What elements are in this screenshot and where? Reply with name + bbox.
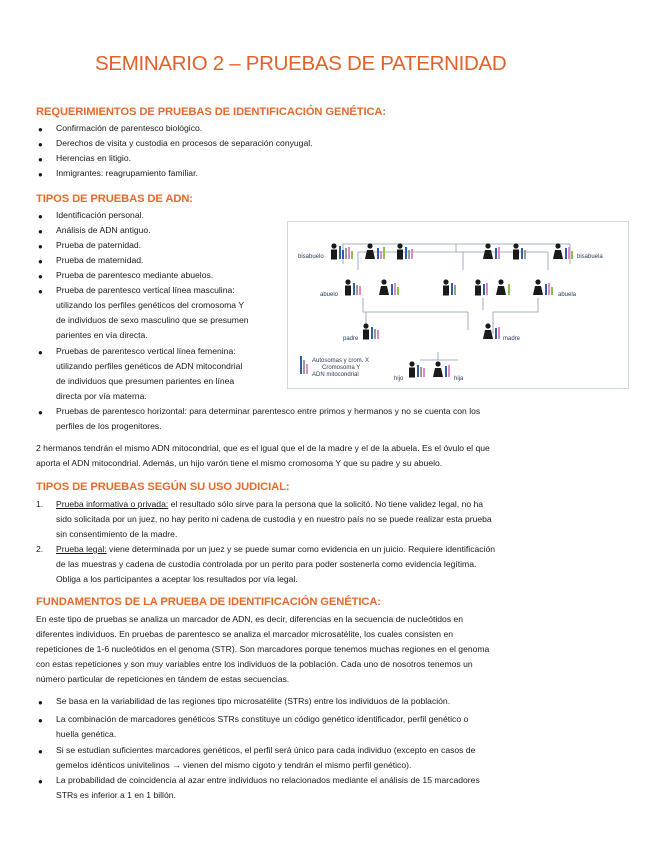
page-title: SEMINARIO 2 – PRUEBAS DE PATERNIDAD <box>95 52 507 75</box>
list-number: 2. <box>36 544 44 554</box>
figure-legend <box>300 356 369 378</box>
legend-adn-mitocondrial: ADN mitocondrial <box>312 372 359 378</box>
list-item-continuation: Obliga a los participantes a aceptar los resultados por vía legal. <box>56 574 298 584</box>
list-item-continuation: STRs es inferior a 1 en 1 billón. <box>56 790 176 800</box>
list-item: Herencias en litigio. <box>56 153 131 163</box>
person-hijo-icon <box>409 361 425 377</box>
list-number: 1. <box>36 499 44 509</box>
bullet-icon: ● <box>38 257 43 266</box>
list-item <box>56 542 495 557</box>
list-item-continuation: sido solicitada por un juez, no hay perito ni cadena de custodia y en nuestro país no se puede realizar esta prueba <box>56 514 492 524</box>
list-item-continuation: sin consentimiento de la madre. <box>56 529 178 539</box>
bullet-icon: ● <box>38 716 43 725</box>
bullet-icon: ● <box>38 227 43 236</box>
person-female-icon <box>496 279 510 295</box>
term-description: viene determinada por un juez y se puede sumar como evidencia en un juicio. Requiere identificación <box>106 544 496 554</box>
paragraph-line: número particular de repeticiones en tándem de estas secuencias. <box>36 674 290 684</box>
person-abuelo-icon <box>345 279 361 295</box>
person-abuela-icon <box>533 279 553 295</box>
bullet-icon: ● <box>38 777 43 786</box>
person-female-icon <box>483 243 500 259</box>
list-item: Se basa en la variabilidad de las regiones tipo microsatélite (STRs) entre los individuos de la población. <box>56 696 451 706</box>
person-madre-icon <box>483 323 500 339</box>
bullet-icon: ● <box>38 242 43 251</box>
list-item: Inmigrantes: reagrupamiento familiar. <box>56 168 198 178</box>
bullet-icon: ● <box>38 348 43 357</box>
list-item-continuation: utilizando los perfiles genéticos del cromosoma Y <box>56 300 245 310</box>
list-item: Prueba de parentesco vertical línea masculina: <box>56 285 235 295</box>
person-male-icon <box>443 279 456 295</box>
bullet-icon: ● <box>38 408 43 417</box>
person-hija-icon <box>433 361 450 377</box>
list-item-continuation: de individuos que presumen parientes en línea <box>56 376 235 386</box>
person-male-icon <box>475 279 488 295</box>
label-madre: madre <box>503 336 521 342</box>
label-bisabuelo: bisabuelo <box>298 254 324 260</box>
list-item: Si se estudian suficientes marcadores genéticos, el perfil será único para cada individuo (excepto en casos de <box>56 745 476 755</box>
bullet-icon: ● <box>38 287 43 296</box>
label-hijo: hijo <box>394 376 404 382</box>
heading-tipos: TIPOS DE PRUEBAS DE ADN: <box>36 193 193 205</box>
paragraph-line: repeticiones de 1-6 nucleótidos en el genoma (STR). Son marcadores porque tenemos muchas regiones en el genoma <box>36 644 490 654</box>
heading-requerimientos: REQUERIMIENTOS DE PRUEBAS DE IDENTIFICACIÓN GENÉTICA: <box>36 106 387 118</box>
label-abuela: abuela <box>558 292 577 298</box>
pedigree-figure <box>287 221 629 389</box>
heading-fundamentos: FUNDAMENTOS DE LA PRUEBA DE IDENTIFICACIÓN GENÉTICA: <box>36 596 381 608</box>
term-prueba-legal: Prueba legal: <box>56 544 107 554</box>
list-item-continuation: gemelos idénticos univitelinos → vienen del mismo cigoto y tendrán el mismo perfil genético). <box>56 760 412 770</box>
list-item-continuation: perfiles de los progenitores. <box>56 421 162 431</box>
bullet-icon: ● <box>38 125 43 134</box>
bullet-icon: ● <box>38 170 43 179</box>
list-item: Prueba de maternidad. <box>56 255 144 265</box>
label-padre: padre <box>343 336 359 342</box>
person-male-icon <box>513 243 526 259</box>
legend-autosomas: Autosomas y crom. X <box>312 358 370 364</box>
list-item-continuation: de individuos de sexo masculino que se presumen <box>56 315 249 325</box>
list-item: La combinación de marcadores genéticos STRs constituye un código genético identificador, perfil genético o <box>56 714 469 724</box>
bullet-icon: ● <box>38 140 43 149</box>
paragraph-line: 2 hermanos tendrán el mismo ADN mitocondrial, que es el igual que el de la madre y el de la abuela. Es el óvulo el que <box>36 443 490 453</box>
person-bisabuelo-icon <box>331 243 353 259</box>
list-item: Prueba de paternidad. <box>56 240 142 250</box>
pedigree-diagram <box>288 222 628 388</box>
list-item-continuation: de las muestras y cadena de custodia controlada por un perito para poder sostenerla como evidencia legítima. <box>56 559 477 569</box>
label-bisabuela: bisabuela <box>577 254 603 260</box>
list-item: Identificación personal. <box>56 210 144 220</box>
pedigree-connector-lines <box>343 244 570 360</box>
paragraph-line: con estas repeticiones y son muy variables entre los individuos de la población. Cada uno de nosotros tenemos un <box>36 659 473 669</box>
bullet-icon: ● <box>38 212 43 221</box>
bullet-icon: ● <box>38 272 43 281</box>
bullet-icon: ● <box>38 155 43 164</box>
bullet-icon: ● <box>38 747 43 756</box>
bullet-icon: ● <box>38 698 43 707</box>
label-hija: hija <box>454 376 464 382</box>
person-female-icon <box>365 243 385 259</box>
paragraph-line: diferentes individuos. En pruebas de parentesco se analiza el marcador microsatélite, los cuales consisten en <box>36 629 454 639</box>
person-female-icon <box>379 279 399 295</box>
legend-cromosoma-y: Cromosoma Y <box>322 365 361 371</box>
label-abuelo: abuelo <box>320 292 339 298</box>
list-item-continuation: parientes en vía directa. <box>56 330 148 340</box>
list-item: Pruebas de parentesco vertical línea femenina: <box>56 346 236 356</box>
paragraph-line: En este tipo de pruebas se analiza un marcador de ADN, es decir, diferencias en la secuencia de nucleótidos en <box>36 614 464 624</box>
list-item: Derechos de visita y custodia en procesos de separación conyugal. <box>56 138 313 148</box>
list-item-continuation: utilizando perfiles genéticos de ADN mitocondrial <box>56 361 243 371</box>
list-item: Análisis de ADN antiguo. <box>56 225 151 235</box>
list-item: Prueba de parentesco mediante abuelos. <box>56 270 214 280</box>
list-item: Pruebas de parentesco horizontal: para determinar parentesco entre primos y hermanos y no se cuenta con los <box>56 406 481 416</box>
paragraph-line: aporta el ADN mitocondrial. Además, un hijo varón tiene el mismo cromosoma Y que su padre y su abuelo. <box>36 458 443 468</box>
list-item-continuation: huella genética. <box>56 729 117 739</box>
list-item <box>56 497 483 512</box>
list-item-continuation: directa por vía materna. <box>56 391 147 401</box>
heading-judicial: TIPOS DE PRUEBAS SEGÚN SU USO JUDICIAL: <box>36 481 290 493</box>
term-prueba-informativa: Prueba informativa o privada: <box>56 499 169 509</box>
person-male-icon <box>397 243 413 259</box>
list-item: La probabilidad de coincidencia al azar entre individuos no relacionados mediante el análisis de 15 marcadores <box>56 775 480 785</box>
person-padre-icon <box>363 323 379 339</box>
term-description: el resultado sólo sirve para la persona que la solicitó. No tiene validez legal, no ha <box>168 499 484 509</box>
list-item: Confirmación de parentesco biológico. <box>56 123 203 133</box>
